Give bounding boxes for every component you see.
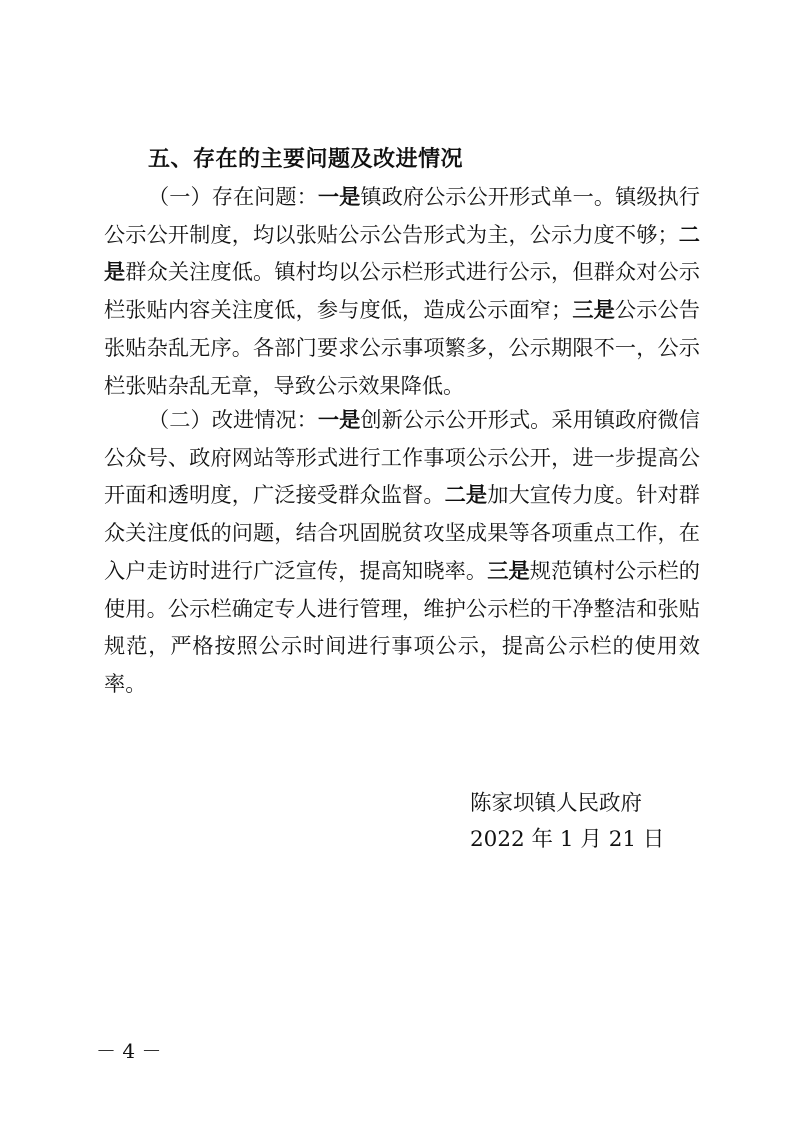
improvements-lead: （二）改进情况： (148, 407, 318, 432)
problem-1-text: 镇政府公示公开形式单一。镇级执行公示公开制度，均以张贴公示公告形式为主，公示力度不够； (104, 184, 700, 247)
improvement-1-text: 创新公示公开形式。采用镇政府微信公众号、政府网站等形式进行工作事项公示公开，进一步提高公开面和透明度，广泛接受群众监督。 (104, 407, 700, 508)
problems-lead: （一）存在问题： (148, 184, 318, 209)
problems-paragraph (104, 178, 700, 404)
page-number: － 4 － (96, 1039, 162, 1063)
signature-organization: 陈家坝镇人民政府 (470, 791, 643, 816)
improvement-3-label: 三是 (487, 557, 530, 583)
problem-2-label: 二是 (104, 221, 700, 285)
improvement-2-text: 加大宣传力度。针对群众关注度低的问题，结合巩固脱贫攻坚成果等各项重点工作，在入户走访时进行广泛宣传，提高知晓率。 (104, 482, 700, 583)
problem-3-label: 三是 (572, 297, 615, 323)
signature-date: 2022 年 1 月 21 日 (470, 827, 665, 852)
improvement-3-text: 规范镇村公示栏的使用。公示栏确定专人进行管理，维护公示栏的干净整洁和张贴规范，严格按照公示时间进行事项公示，提高公示栏的使用效率。 (104, 557, 700, 696)
problem-1-label: 一是 (317, 184, 361, 209)
problem-2-text: 群众关注度低。镇村均以公示栏形式进行公示，但群众对公示栏张贴内容关注度低，参与度低，造成公示面窄； (104, 259, 700, 323)
improvement-2-label: 二是 (444, 482, 488, 508)
problem-3-text: 公示公告张贴杂乱无序。各部门要求公示事项繁多，公示期限不一，公示栏张贴杂乱无章，导致公示效果降低。 (104, 297, 700, 398)
improvements-paragraph (104, 401, 700, 703)
signature-block (470, 786, 664, 858)
improvement-1-label: 一是 (317, 407, 361, 432)
section-heading: 五、存在的主要问题及改进情况 (148, 147, 464, 172)
